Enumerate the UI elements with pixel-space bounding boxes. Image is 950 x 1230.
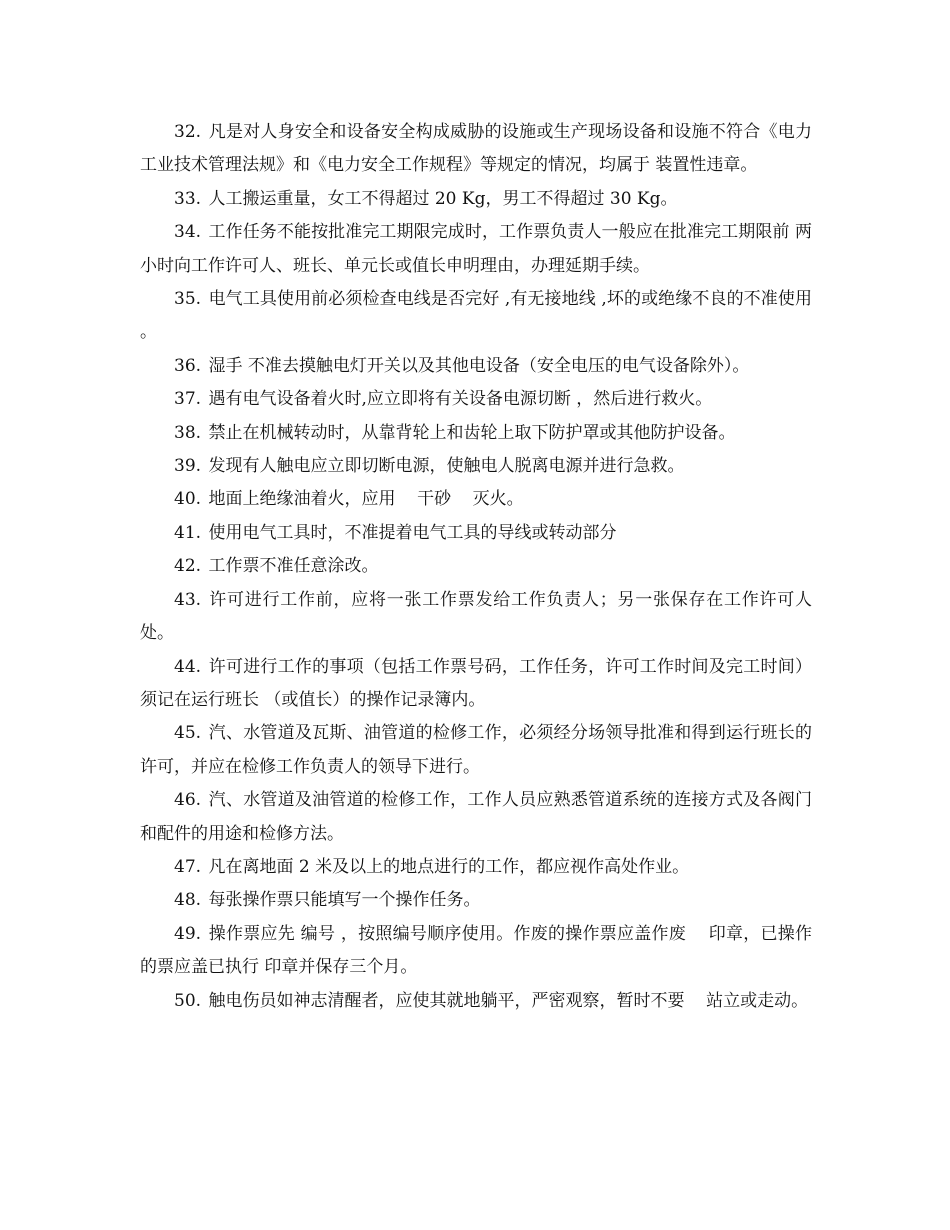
item-text: 许可进行工作前，应将一张工作票发给工作负责人；另一张保存在工作许可人处。 xyxy=(140,589,812,644)
item-text: 凡在离地面 2 米及以上的地点进行的工作，都应视作高处作业。 xyxy=(208,856,690,877)
item-number: 47. xyxy=(174,856,202,877)
item-number: 37. xyxy=(174,389,202,410)
item-text: 操作票应先 编号 ，按照编号顺序使用。作废的操作票应盖作废 印章，已操作的票应盖已执行 印章并保存三个月。 xyxy=(140,923,813,978)
item-number: 32. xyxy=(174,122,202,142)
question-list xyxy=(140,116,818,1018)
item-text: 遇有电气设备着火时,应立即将有关设备电源切断 ，然后进行救火。 xyxy=(208,389,713,410)
item-text: 汽、水管道及油管道的检修工作，工作人员应熟悉管道系统的连接方式及各阀门和配件的用途和检修方法。 xyxy=(140,790,813,844)
item-number: 50. xyxy=(174,990,202,1011)
list-item xyxy=(140,183,812,216)
item-number: 40. xyxy=(174,489,202,510)
item-text: 禁止在机械转动时，从靠背轮上和齿轮上取下防护罩或其他防护设备。 xyxy=(208,422,736,443)
item-number: 46. xyxy=(174,790,202,811)
item-text: 发现有人触电应立即切断电源，使触电人脱离电源并进行急救。 xyxy=(208,456,685,477)
list-item xyxy=(140,417,812,450)
item-text: 凡是对人身安全和设备安全构成威胁的设施或生产现场设备和设施不符合《电力工业技术管理法规》和《电力安全工作规程》等规定的情况，均属于 装置性违章。 xyxy=(140,122,813,176)
item-text: 电气工具使用前必须检查电线是否完好 ,有无接地线 ,坏的或绝缘不良的不准使用 。 xyxy=(140,289,818,343)
list-item xyxy=(140,116,812,183)
item-number: 43. xyxy=(174,589,202,610)
list-item xyxy=(140,884,812,917)
list-item xyxy=(140,517,812,550)
item-number: 39. xyxy=(174,456,202,477)
list-item xyxy=(140,651,812,718)
item-number: 38. xyxy=(174,422,202,443)
list-item xyxy=(140,450,812,483)
item-text: 使用电气工具时，不准提着电气工具的导线或转动部分 xyxy=(208,522,617,543)
item-text: 湿手 不准去摸触电灯开关以及其他电设备（安全电压的电气设备除外）。 xyxy=(208,355,750,376)
item-text: 工作票不准任意涂改。 xyxy=(208,556,379,577)
item-text: 每张操作票只能填写一个操作任务。 xyxy=(208,890,481,911)
item-text: 人工搬运重量，女工不得超过 20 Kg，男工不得超过 30 Kg。 xyxy=(208,188,678,209)
list-item xyxy=(140,584,812,651)
list-item xyxy=(140,985,812,1018)
item-number: 34. xyxy=(174,222,202,243)
item-text: 工作任务不能按批准完工期限完成时，工作票负责人一般应在批准完工期限前 两 小时向工作许可人、班长、单元长或值长申明理由，办理延期手续。 xyxy=(140,222,818,276)
item-number: 36. xyxy=(174,355,202,376)
list-item xyxy=(140,283,818,350)
item-text: 地面上绝缘油着火，应用 干砂 灭火。 xyxy=(208,489,524,510)
list-item xyxy=(140,483,812,516)
item-number: 49. xyxy=(174,923,202,944)
list-item xyxy=(140,383,812,416)
item-text: 触电伤员如神志清醒者，应使其就地躺平，严密观察，暂时不要 站立或走动。 xyxy=(208,990,809,1011)
list-item xyxy=(140,216,818,283)
list-item xyxy=(140,550,812,583)
item-text: 许可进行工作的事项（包括工作票号码，工作任务，许可工作时间及完工时间）须记在运行班长 （或值长）的操作记录簿内。 xyxy=(140,656,813,710)
item-number: 45. xyxy=(174,723,202,744)
item-number: 42. xyxy=(174,556,202,577)
list-item xyxy=(140,350,812,383)
item-number: 48. xyxy=(174,890,202,911)
item-number: 33. xyxy=(174,188,202,209)
item-text: 汽、水管道及瓦斯、油管道的检修工作，必须经分场领导批准和得到运行班长的许可，并应在检修工作负责人的领导下进行。 xyxy=(140,723,813,777)
list-item xyxy=(140,784,812,851)
item-number: 44. xyxy=(174,656,202,677)
item-number: 35. xyxy=(174,289,202,310)
item-number: 41. xyxy=(174,522,202,543)
list-item xyxy=(140,717,812,784)
list-item xyxy=(140,851,812,884)
list-item xyxy=(140,918,812,985)
